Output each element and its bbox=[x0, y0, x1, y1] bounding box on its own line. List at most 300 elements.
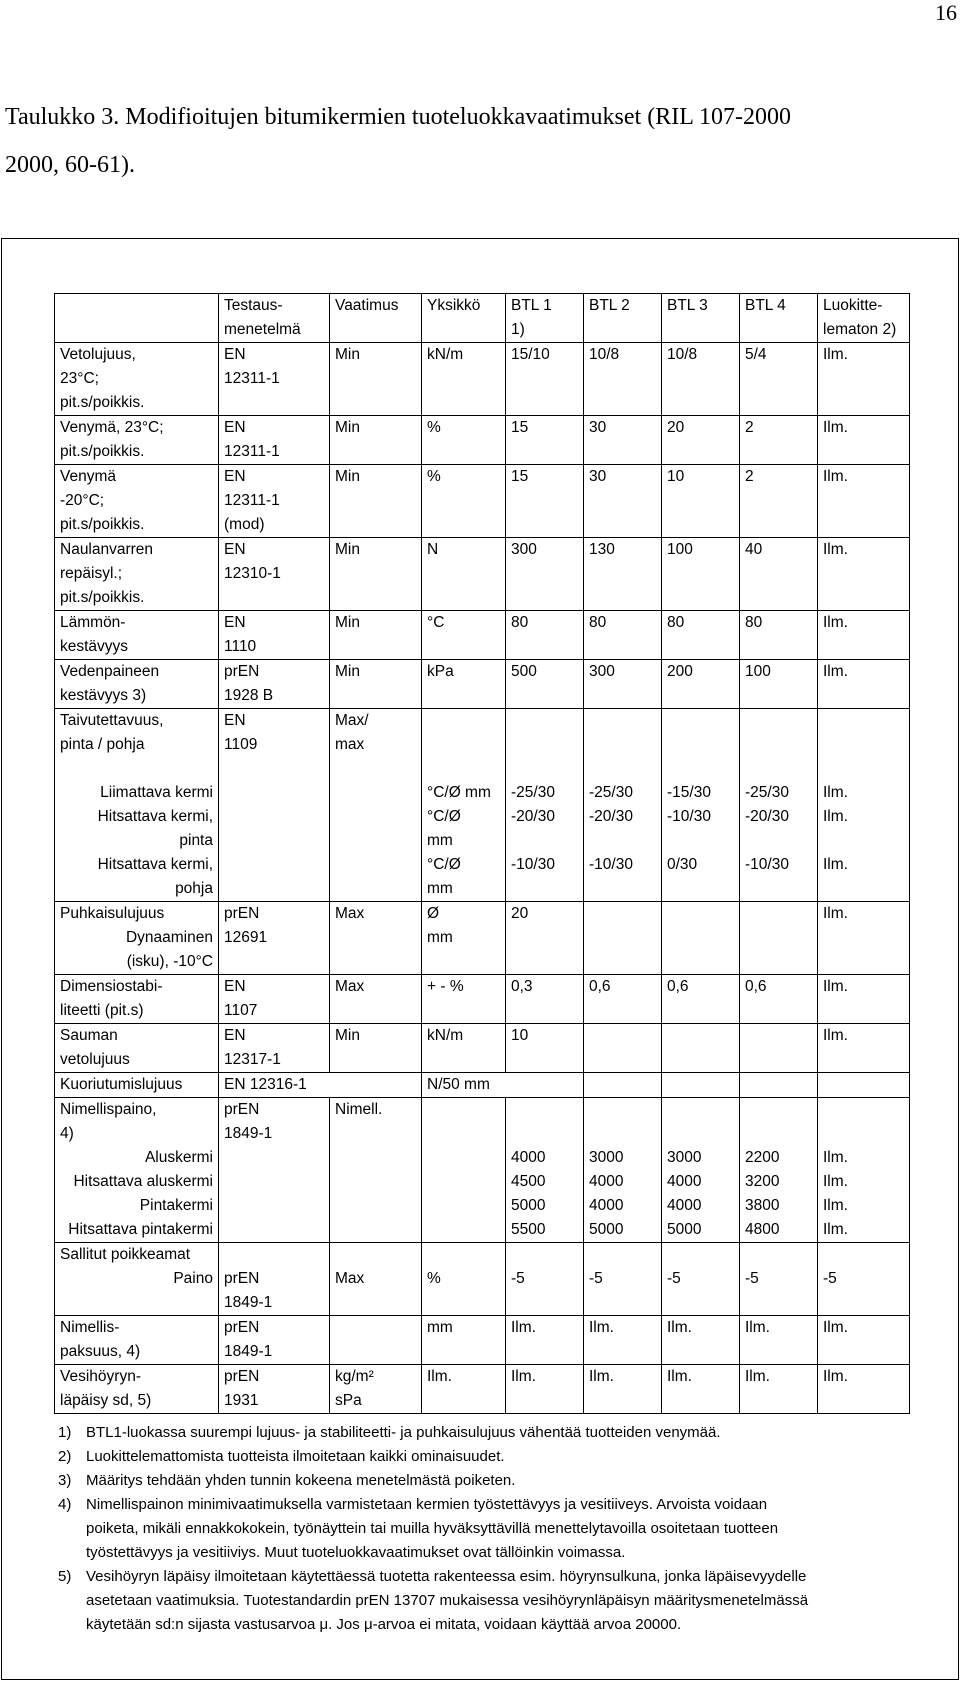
header-unclassified bbox=[818, 294, 910, 343]
cell-line: mm bbox=[427, 929, 453, 946]
cell-line: 1849-1 bbox=[224, 1343, 273, 1360]
footnote-line: asetetaan vaatimuksia. Tuotestandardin prEN 13707 mukaisessa vesihöyrynläpäisyn määritysmenetelmässä bbox=[86, 1592, 809, 1609]
cell-line: °C/Ø mm bbox=[427, 784, 491, 801]
cell-btl3 bbox=[662, 1316, 740, 1365]
footnote-line: työstettävyys ja vesitiiviys. Muut tuoteluokkavaatimukset ovat tällöinkin voimassa. bbox=[86, 1544, 626, 1561]
cell-line: Ilm. bbox=[667, 1319, 692, 1336]
cell-test-method bbox=[219, 1098, 330, 1243]
cell-line: Ø bbox=[427, 905, 440, 922]
cell-line: Ilm. bbox=[823, 663, 848, 680]
cell-property bbox=[55, 343, 219, 416]
cell-btl2 bbox=[584, 660, 662, 709]
cell-line: Ilm. bbox=[823, 856, 848, 873]
cell-property bbox=[55, 660, 219, 709]
cell-line: 2200 bbox=[745, 1149, 780, 1166]
sub-label: Hitsattava aluskermi bbox=[73, 1173, 213, 1190]
cell-requirement bbox=[330, 1316, 422, 1365]
table-row bbox=[55, 975, 910, 1024]
cell-line: N bbox=[427, 541, 439, 558]
cell-line: Ilm. bbox=[745, 1319, 770, 1336]
footnote-number: 1) bbox=[58, 1424, 72, 1441]
cell-line: kestävyys bbox=[60, 638, 129, 655]
cell-line: EN bbox=[224, 346, 246, 363]
cell-line: Ilm. bbox=[511, 1368, 536, 1385]
cell-line: 2 bbox=[745, 419, 754, 436]
cell-btl1 bbox=[506, 709, 584, 902]
cell-requirement bbox=[330, 343, 422, 416]
cell-unclassified bbox=[818, 975, 910, 1024]
cell-line: Ilm. bbox=[823, 468, 848, 485]
cell-btl3 bbox=[662, 975, 740, 1024]
cell-line: 5000 bbox=[667, 1221, 702, 1238]
cell-btl4 bbox=[740, 465, 818, 538]
cell-line: Dynaaminen bbox=[125, 929, 213, 946]
cell-btl4 bbox=[740, 416, 818, 465]
cell-line: prEN bbox=[224, 1101, 260, 1118]
cell-btl3 bbox=[662, 538, 740, 611]
cell-btl1 bbox=[506, 902, 584, 975]
footnote-line: poiketa, mikäli ennakkokokein, työnäyttein tai muilla hyväksyttävillä menettelytavoilla osoitetaan tuotteen bbox=[86, 1520, 779, 1537]
cell-line: paksuus, 4) bbox=[60, 1343, 141, 1360]
cell-unit bbox=[422, 902, 506, 975]
cell-unclassified bbox=[818, 1365, 910, 1414]
cell-line bbox=[667, 1024, 734, 1048]
table-row-puncture bbox=[55, 902, 910, 975]
cell-line: EN bbox=[224, 541, 246, 558]
cell-btl1 bbox=[506, 611, 584, 660]
cell-line: 0/30 bbox=[667, 856, 698, 873]
cell-line: BTL 2 bbox=[589, 297, 630, 314]
caption-line-2: 2000, 60-61). bbox=[5, 152, 135, 178]
cell-line: Vesihöyryn- bbox=[60, 1368, 141, 1385]
cell-line: Ilm. bbox=[823, 1319, 848, 1336]
cell-line: mm bbox=[427, 1319, 453, 1336]
cell-btl3 bbox=[662, 902, 740, 975]
cell-line: °C/Ø bbox=[427, 808, 461, 825]
cell-line: 2 bbox=[745, 468, 754, 485]
cell-line: (isku), -10°C bbox=[126, 953, 213, 970]
footnote bbox=[58, 1421, 918, 1445]
cell-btl2 bbox=[584, 465, 662, 538]
cell-btl4 bbox=[740, 660, 818, 709]
cell-line bbox=[823, 877, 904, 901]
cell-line bbox=[589, 829, 656, 853]
cell-line bbox=[589, 877, 656, 901]
cell-line: 1928 B bbox=[224, 687, 274, 704]
cell-line bbox=[745, 1024, 812, 1048]
cell-btl1 bbox=[506, 343, 584, 416]
cell-unclassified bbox=[818, 660, 910, 709]
table-row bbox=[55, 416, 910, 465]
cell-line: Ilm. bbox=[823, 784, 848, 801]
cell-line: Sauman bbox=[60, 1027, 118, 1044]
cell-line: Min bbox=[335, 468, 360, 485]
cell-line: Venymä bbox=[60, 468, 117, 485]
cell-line bbox=[667, 877, 734, 901]
cell-test-method bbox=[219, 538, 330, 611]
cell-line: -25/30 bbox=[589, 784, 633, 801]
cell-line: Min bbox=[335, 1027, 360, 1044]
cell-line: prEN bbox=[224, 1368, 260, 1385]
cell-line: 3200 bbox=[745, 1173, 780, 1190]
cell-line: 80 bbox=[589, 614, 607, 631]
cell-requirement bbox=[330, 538, 422, 611]
footnote-line: Vesihöyryn läpäisy ilmoitetaan käytettäessä tuotetta rakenteessa esim. höyrynsulkuna, jonka läpäisevyydelle bbox=[86, 1568, 807, 1585]
cell-line: 80 bbox=[745, 614, 763, 631]
cell-line: Dimensiostabi- bbox=[60, 978, 163, 995]
cell-property bbox=[55, 1073, 219, 1098]
cell-line: 5500 bbox=[511, 1221, 546, 1238]
cell-line: 300 bbox=[589, 663, 615, 680]
cell-btl4 bbox=[740, 343, 818, 416]
cell-test-method bbox=[219, 343, 330, 416]
cell-btl1 bbox=[506, 1098, 584, 1243]
cell-line: EN bbox=[224, 978, 246, 995]
cell-line: EN bbox=[224, 614, 246, 631]
cell-btl4 bbox=[740, 1098, 818, 1243]
cell-test-method bbox=[219, 1243, 330, 1316]
cell-line: Ilm. bbox=[823, 905, 848, 922]
cell-line: 15 bbox=[511, 468, 529, 485]
cell-line: °C bbox=[427, 614, 445, 631]
cell-line: 1849-1 bbox=[224, 1294, 273, 1311]
cell-line: prEN bbox=[224, 1319, 260, 1336]
cell-line: prEN bbox=[224, 905, 260, 922]
cell-line: EN bbox=[224, 419, 246, 436]
cell-line: 1931 bbox=[224, 1392, 259, 1409]
cell-line: EN 12316-1 bbox=[224, 1076, 307, 1093]
header-unit bbox=[422, 294, 506, 343]
cell-line: -10/30 bbox=[745, 856, 789, 873]
cell-line: Min bbox=[335, 614, 360, 631]
header-btl2 bbox=[584, 294, 662, 343]
footnote bbox=[58, 1469, 918, 1493]
cell-test-method bbox=[219, 660, 330, 709]
cell-line: Lämmön- bbox=[60, 614, 126, 631]
cell-unclassified bbox=[818, 611, 910, 660]
cell-line: % bbox=[427, 419, 441, 436]
cell-line: 10/8 bbox=[589, 346, 620, 363]
table-row bbox=[55, 660, 910, 709]
cell-line: Ilm. bbox=[823, 1221, 848, 1238]
cell-line: 12311-1 bbox=[224, 370, 280, 387]
cell-btl4 bbox=[740, 611, 818, 660]
sub-label: pohja bbox=[175, 880, 213, 897]
cell-btl3 bbox=[662, 1365, 740, 1414]
cell-line: N/50 mm bbox=[427, 1076, 490, 1093]
sub-label: pinta bbox=[179, 832, 213, 849]
cell-btl2 bbox=[584, 343, 662, 416]
cell-requirement bbox=[330, 975, 422, 1024]
cell-unclassified bbox=[818, 343, 910, 416]
cell-unclassified bbox=[818, 1243, 910, 1316]
cell-test-method bbox=[219, 709, 330, 902]
cell-line: kPa bbox=[427, 663, 454, 680]
cell-line: 4000 bbox=[667, 1173, 702, 1190]
cell-btl3 bbox=[662, 611, 740, 660]
cell-line bbox=[60, 294, 213, 318]
cell-line: 130 bbox=[589, 541, 615, 558]
cell-line: Ilm. bbox=[427, 1368, 452, 1385]
cell-line: Vaatimus bbox=[335, 297, 399, 314]
cell-line: 30 bbox=[589, 468, 607, 485]
cell-line: Yksikkö bbox=[427, 297, 481, 314]
cell-line: prEN bbox=[224, 1270, 260, 1287]
table-row-tolerance bbox=[55, 1243, 910, 1316]
caption-line-1: Taulukko 3. Modifioitujen bitumikermien tuoteluokkavaatimukset (RIL 107-2000 bbox=[5, 104, 791, 130]
cell-line: 20 bbox=[511, 905, 529, 922]
cell-btl1 bbox=[506, 416, 584, 465]
cell-line: 0,6 bbox=[667, 978, 689, 995]
cell-line: Vetolujuus, bbox=[60, 346, 136, 363]
cell-line: repäisyl.; bbox=[60, 565, 123, 582]
cell-line: Min bbox=[335, 419, 360, 436]
cell-line: % bbox=[427, 468, 441, 485]
cell-line: Ilm. bbox=[823, 978, 848, 995]
cell-property bbox=[55, 538, 219, 611]
cell-line: Ilm. bbox=[823, 419, 848, 436]
cell-btl1 bbox=[506, 1024, 584, 1073]
cell-line: -5 bbox=[667, 1270, 681, 1287]
cell-btl2 bbox=[584, 902, 662, 975]
cell-test-method bbox=[219, 416, 330, 465]
cell-line: 4000 bbox=[589, 1173, 624, 1190]
header-test-method bbox=[219, 294, 330, 343]
cell-unit bbox=[422, 1024, 506, 1073]
cell-line: Taivutettavuus, bbox=[60, 712, 164, 729]
cell-line: 4800 bbox=[745, 1221, 780, 1238]
cell-line: max bbox=[335, 736, 365, 753]
cell-line: Venymä, 23°C; bbox=[60, 419, 164, 436]
cell-line: -10/30 bbox=[667, 808, 711, 825]
cell-btl4 bbox=[740, 1024, 818, 1073]
footnote-line: Määritys tehdään yhden tunnin kokeena menetelmästä poiketen. bbox=[86, 1472, 516, 1489]
cell-unit bbox=[422, 1243, 506, 1316]
cell-line: 80 bbox=[667, 614, 685, 631]
cell-line: 12311-1 bbox=[224, 492, 280, 509]
cell-line: mm bbox=[427, 880, 453, 897]
header-btl1 bbox=[506, 294, 584, 343]
cell-unit bbox=[422, 1316, 506, 1365]
cell-line: 500 bbox=[511, 663, 537, 680]
cell-line: 4) bbox=[60, 1125, 74, 1142]
cell-line: 15/10 bbox=[511, 346, 550, 363]
cell-requirement bbox=[330, 416, 422, 465]
cell-test-method bbox=[219, 1024, 330, 1073]
cell-line bbox=[745, 877, 812, 901]
cell-btl2 bbox=[584, 1365, 662, 1414]
table-row bbox=[55, 1024, 910, 1073]
footnote-text bbox=[86, 1565, 918, 1637]
header-btl3 bbox=[662, 294, 740, 343]
cell-line: Ilm. bbox=[589, 1368, 614, 1385]
cell-btl4 bbox=[740, 975, 818, 1024]
cell-btl4 bbox=[740, 538, 818, 611]
footnote bbox=[58, 1493, 918, 1565]
sub-label: Hitsattava pintakermi bbox=[68, 1221, 213, 1238]
footnote-number: 2) bbox=[58, 1448, 72, 1465]
cell-unit bbox=[422, 1098, 506, 1243]
cell-btl2 bbox=[584, 1243, 662, 1316]
cell-line: Ilm. bbox=[589, 1319, 614, 1336]
footnote-line: käytetään sd:n sijasta vastusarvoa μ. Jos μ-arvoa ei mitata, voidaan käyttää arvoa 20000. bbox=[86, 1616, 682, 1633]
cell-btl2 bbox=[584, 416, 662, 465]
cell-property bbox=[55, 1243, 219, 1316]
cell-btl2 bbox=[584, 1073, 662, 1098]
cell-line: -20/30 bbox=[589, 808, 633, 825]
cell-line: Nimellis- bbox=[60, 1319, 120, 1336]
cell-line: Ilm. bbox=[823, 346, 848, 363]
sub-label: Pintakermi bbox=[139, 1197, 213, 1214]
cell-requirement bbox=[330, 1024, 422, 1073]
cell-line: 5/4 bbox=[745, 346, 767, 363]
cell-btl3 bbox=[662, 1243, 740, 1316]
cell-line: kg/m² bbox=[335, 1368, 374, 1385]
sub-label: Hitsattava kermi, bbox=[97, 856, 213, 873]
cell-line: -15/30 bbox=[667, 784, 711, 801]
cell-btl1 bbox=[506, 1243, 584, 1316]
cell-btl4 bbox=[740, 1316, 818, 1365]
cell-line: kN/m bbox=[427, 1027, 464, 1044]
cell-line: läpäisy sd, 5) bbox=[60, 1392, 152, 1409]
sub-label: Aluskermi bbox=[144, 1149, 213, 1166]
table-row-nominal-weight bbox=[55, 1098, 910, 1243]
header-row bbox=[55, 294, 910, 343]
cell-line: 10 bbox=[667, 468, 685, 485]
cell-unclassified bbox=[818, 1024, 910, 1073]
cell-btl3 bbox=[662, 416, 740, 465]
cell-line: 12311-1 bbox=[224, 443, 280, 460]
cell-line: Max bbox=[335, 1270, 365, 1287]
cell-line: (mod) bbox=[224, 516, 265, 533]
cell-line: kN/m bbox=[427, 346, 464, 363]
cell-line: -20/30 bbox=[745, 808, 789, 825]
cell-requirement bbox=[330, 465, 422, 538]
cell-test-method bbox=[219, 902, 330, 975]
cell-test-method bbox=[219, 1365, 330, 1414]
footnote bbox=[58, 1445, 918, 1469]
cell-line: liteetti (pit.s) bbox=[60, 1002, 144, 1019]
cell-line: 3000 bbox=[589, 1149, 624, 1166]
cell-requirement bbox=[330, 1098, 422, 1243]
cell-line: lematon 2) bbox=[823, 321, 897, 338]
cell-property bbox=[55, 1024, 219, 1073]
cell-property bbox=[55, 465, 219, 538]
cell-line bbox=[511, 877, 578, 901]
cell-line: EN bbox=[224, 468, 246, 485]
footnote-number: 3) bbox=[58, 1472, 72, 1489]
cell-btl2 bbox=[584, 538, 662, 611]
footnotes bbox=[58, 1421, 918, 1637]
cell-line: -20°C; bbox=[60, 492, 105, 509]
cell-line: Ilm. bbox=[823, 808, 848, 825]
cell-line: 15 bbox=[511, 419, 529, 436]
footnote-text bbox=[86, 1421, 918, 1445]
cell-btl2 bbox=[584, 1098, 662, 1243]
cell-unit bbox=[422, 343, 506, 416]
cell-unclassified bbox=[818, 465, 910, 538]
table-row bbox=[55, 465, 910, 538]
cell-requirement bbox=[330, 660, 422, 709]
cell-unclassified bbox=[818, 1316, 910, 1365]
cell-line: 0,6 bbox=[745, 978, 767, 995]
cell-btl1 bbox=[506, 1365, 584, 1414]
cell-unit bbox=[422, 660, 506, 709]
cell-line: Ilm. bbox=[823, 1149, 848, 1166]
table-row-peel bbox=[55, 1073, 910, 1098]
cell-line: pit.s/poikkis. bbox=[60, 443, 145, 460]
table-row bbox=[55, 343, 910, 416]
cell-line: BTL 3 bbox=[667, 297, 708, 314]
cell-line: Sallitut poikkeamat bbox=[60, 1246, 191, 1263]
cell-line: 1849-1 bbox=[224, 1125, 273, 1142]
cell-unclassified bbox=[818, 416, 910, 465]
cell-btl1 bbox=[506, 1316, 584, 1365]
cell-line: 100 bbox=[667, 541, 693, 558]
cell-line: 4000 bbox=[511, 1149, 546, 1166]
cell-line: Min bbox=[335, 663, 360, 680]
cell-line: -5 bbox=[745, 1270, 759, 1287]
sub-label: Hitsattava kermi, bbox=[97, 808, 213, 825]
cell-line: sPa bbox=[335, 1392, 362, 1409]
cell-line bbox=[667, 829, 734, 853]
cell-test-method bbox=[219, 1073, 422, 1098]
sub-label: Liimattava kermi bbox=[100, 784, 213, 801]
cell-line: 200 bbox=[667, 663, 693, 680]
cell-btl2 bbox=[584, 975, 662, 1024]
cell-btl2 bbox=[584, 611, 662, 660]
cell-line: 10 bbox=[511, 1027, 529, 1044]
cell-unit bbox=[422, 416, 506, 465]
header-requirement bbox=[330, 294, 422, 343]
table-row bbox=[55, 1365, 910, 1414]
cell-line: -25/30 bbox=[745, 784, 789, 801]
cell-line: Max/ bbox=[335, 712, 369, 729]
cell-btl3 bbox=[662, 1024, 740, 1073]
cell-unit bbox=[422, 465, 506, 538]
cell-line: prEN bbox=[224, 663, 260, 680]
cell-btl3 bbox=[662, 1098, 740, 1243]
table-caption bbox=[5, 93, 960, 189]
cell-line: EN bbox=[224, 712, 246, 729]
cell-requirement bbox=[330, 1365, 422, 1414]
cell-line: 30 bbox=[589, 419, 607, 436]
cell-requirement bbox=[330, 1243, 422, 1316]
cell-line: °C/Ø bbox=[427, 856, 461, 873]
cell-property bbox=[55, 416, 219, 465]
cell-line: 12310-1 bbox=[224, 565, 281, 582]
cell-line: 0,6 bbox=[589, 978, 611, 995]
cell-line bbox=[335, 1316, 416, 1340]
cell-btl2 bbox=[584, 1316, 662, 1365]
cell-line: -20/30 bbox=[511, 808, 555, 825]
cell-line bbox=[589, 1024, 656, 1048]
cell-line: -10/30 bbox=[511, 856, 555, 873]
cell-btl3 bbox=[662, 343, 740, 416]
cell-requirement bbox=[330, 611, 422, 660]
sub-label: Paino bbox=[173, 1270, 213, 1287]
cell-line: -5 bbox=[511, 1270, 525, 1287]
cell-unclassified bbox=[818, 538, 910, 611]
cell-line: Luokitte- bbox=[823, 297, 883, 314]
cell-unclassified bbox=[818, 902, 910, 975]
cell-line: Max bbox=[335, 905, 365, 922]
footnote-number: 4) bbox=[58, 1496, 72, 1513]
table-row-flexibility bbox=[55, 709, 910, 902]
cell-line: 1109 bbox=[224, 736, 258, 753]
cell-line: Ilm. bbox=[823, 1027, 848, 1044]
cell-line: Ilm. bbox=[823, 541, 848, 558]
